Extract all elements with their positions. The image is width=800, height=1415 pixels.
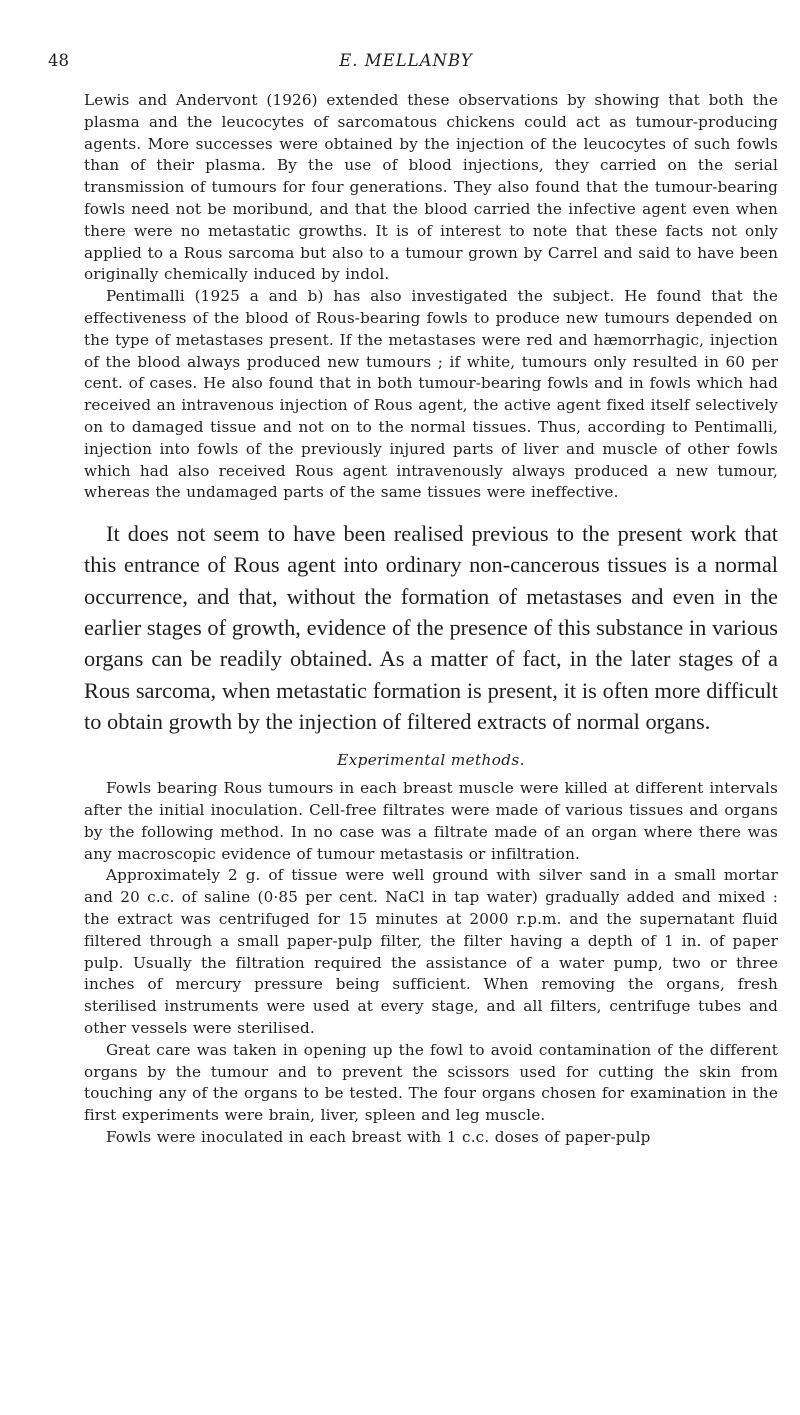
paragraph-pentimalli: Pentimalli (1925 a and b) has also investigated the subject. He found that the effectiveness of the blood of Rous-bearing fowls to produce new tumours depended on the type of metastases present. If the metastases were red and hæmorrhagic, injection of the blood always produced new tumours ; if white, tumours only resulted in 60 per cent. of cases. He also found that in both tumour-bearing fowls and in fowls which had received an intravenous injection of Rous agent, the active agent fixed itself selectively on to damaged tissue and not on to the normal tissues. Thus, according to Pentimalli, injection into fowls of the previously injured parts of liver and muscle of other fowls which had also received Rous agent intravenously always produced a new tumour, whereas the undamaged parts of the same tissues were ineffective.	[84, 287, 778, 502]
paragraph-contamination-care: Great care was taken in opening up the fowl to avoid contamination of the different organs by the tumour and to prevent the scissors used for cutting the skin from touching any of the organs to be tested. The four organs chosen for examination in the first experiments were brain, liver, spleen and leg muscle.	[84, 1040, 778, 1125]
paragraph-lewis-andervont: Lewis and Andervont (1926) extended these observations by showing that both the plasma and the leucocytes of sarcomatous chickens could act as tumour-producing agents. More successes were obtained by the injection of the leucocytes of such fowls than of their plasma. By the use of blood injections, they carried on the serial transmission of tumours for four generations. They also found that the tumour-bearing fowls need not be moribund, and that the blood carried the infective agent even when there were no metastatic growths. It is of interest to note that these facts not only applied to a Rous sarcoma but also to a tumour grown by Carrel and said to have been originally chemically induced by indol.	[84, 91, 778, 284]
running-head	[48, 50, 764, 72]
paragraph-filtrate-preparation: Approximately 2 g. of tissue were well ground with silver sand in a small mortar and 20 c.c. of saline (0·85 per cent. NaCl in tap water) gradually added and mixed : the extract was centrifuged for 15 minutes at 2000 r.p.m. and the supernatant fluid filtered through a small paper-pulp filter, the filter having a depth of 1 in. of paper pulp. Usually the filtration required the assistance of a water pump, two or three inches of mercury pressure being sufficient. When removing the organs, fresh sterilised instruments were used at every stage, and all filters, centrifuge tubes and other vessels were sterilised.	[84, 866, 778, 1037]
running-title: E. MELLANBY	[339, 51, 473, 70]
page-number: 48	[48, 51, 69, 70]
paragraph-highlighted-statement: It does not seem to have been realised previous to the present work that this entrance of Rous agent into ordinary non-cancerous tissues is a normal occurrence, and that, without the formation of metastases and even in the earlier stages of growth, evidence of the presence of this substance in various organs can be readily obtained. As a matter of fact, in the later stages of a Rous sarcoma, when metastatic formation is present, it is often more difficult to obtain growth by the injection of filtered extracts of normal organs.	[84, 521, 778, 734]
article-body	[84, 90, 778, 1149]
paragraph-methods-intro: Fowls bearing Rous tumours in each breast muscle were killed at different intervals after the initial inoculation. Cell-free filtrates were made of various tissues and organs by the following method. In no case was a filtrate made of an organ where there was any macroscopic evidence of tumour metastasis or infiltration.	[84, 779, 778, 863]
paragraph-inoculation: Fowls were inoculated in each breast with 1 c.c. doses of paper-pulp	[106, 1127, 651, 1146]
section-heading: Experimental methods.	[337, 751, 525, 770]
